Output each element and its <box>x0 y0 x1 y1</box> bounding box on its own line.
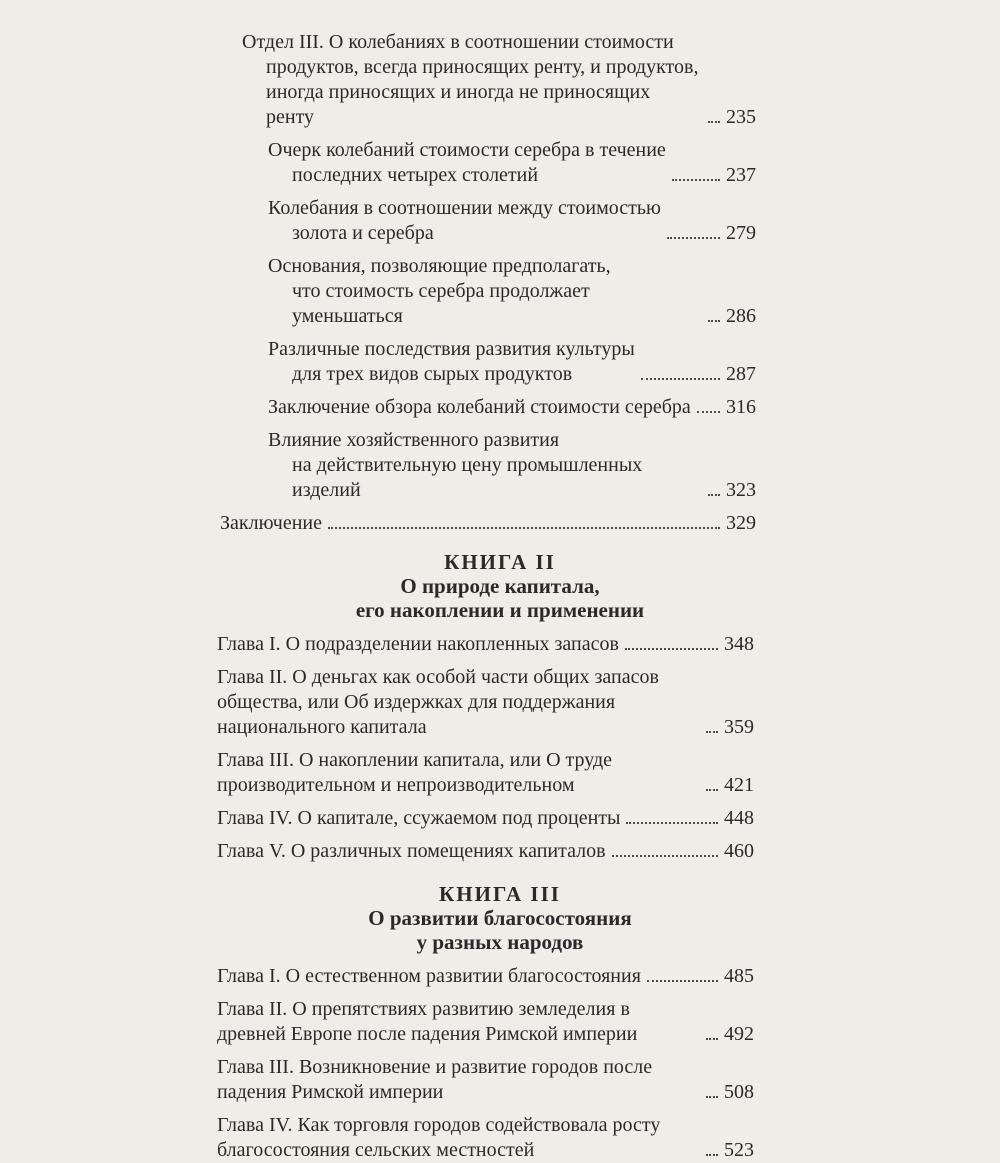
dot-leader <box>612 855 718 857</box>
dot-leader <box>626 822 718 824</box>
entry-line: на действительную цену промышленных изделий <box>292 454 643 501</box>
page-number: 235 <box>726 106 756 128</box>
toc-entry-culture-effects <box>268 337 756 387</box>
page-number: 348 <box>724 633 754 655</box>
entry-line: росту благосостояния сельских местностей <box>217 1114 661 1161</box>
entry-line: Заключение обзора колебаний стоимости серебра <box>268 396 691 418</box>
entry-line: Глава II. О препятствиях развитию земледелия <box>217 998 616 1020</box>
entry-line: последних четырех столетий <box>292 164 539 186</box>
entry-line: производительном и непроизводительном <box>217 774 575 796</box>
entry-line: Глава I. О естественном развитии благосостояния <box>217 965 641 987</box>
entry-line: Глава IV. Как торговля городов содействовала <box>217 1114 608 1136</box>
entry-line: Различные последствия развития культуры <box>268 338 635 360</box>
toc-entry-book3-ch1 <box>217 964 754 989</box>
toc-entry-book2-ch5 <box>217 839 754 864</box>
toc-entry-silver-essay <box>268 138 756 188</box>
dot-leader <box>328 527 720 529</box>
toc-entry-section-3 <box>242 30 756 130</box>
page-number: 329 <box>726 512 756 534</box>
entry-line: Колебания в соотношении между стоимостью <box>268 197 661 219</box>
toc-entry-book3-ch3 <box>217 1055 754 1105</box>
toc-entry-silver-review <box>268 395 756 420</box>
book-2-subtitle-line-1: О природе капитала, <box>400 574 600 598</box>
entry-line: Основания, позволяющие предполагать, <box>268 255 611 277</box>
page-number: 508 <box>724 1081 754 1103</box>
dot-leader <box>708 494 720 496</box>
entry-line: Отдел III. О колебаниях в соотношении стоимости <box>242 31 674 53</box>
page-number: 492 <box>724 1023 754 1045</box>
entry-line: Очерк колебаний стоимости серебра в течение <box>268 139 666 161</box>
book-3-title: КНИГА III <box>439 882 561 906</box>
entry-line: золота и серебра <box>292 222 434 244</box>
dot-leader <box>706 1154 718 1156</box>
page-number: 359 <box>724 716 754 738</box>
dot-leader <box>697 411 720 413</box>
dot-leader <box>647 980 718 982</box>
entry-line: общества, или Об издержках для поддержания <box>217 691 616 713</box>
dot-leader <box>667 237 720 239</box>
entry-line: Глава II. О деньгах как особой части общих запасов <box>217 666 659 688</box>
entry-line: Глава I. О подразделении накопленных запасов <box>217 633 619 655</box>
dot-leader <box>625 648 718 650</box>
entry-line: национального капитала <box>217 716 427 738</box>
dot-leader <box>708 320 720 322</box>
entry-line: Глава III. О накоплении капитала, или О труде <box>217 749 613 771</box>
toc-entry-silver-decline <box>268 254 756 329</box>
page-number: 286 <box>726 305 756 327</box>
toc-entry-book2-ch1 <box>217 632 754 657</box>
book-3-subtitle-line-1: О развитии благосостояния <box>368 906 632 930</box>
entry-line: что стоимость серебра продолжает уменьшаться <box>292 280 590 327</box>
page-number: 287 <box>726 363 756 385</box>
page-number: 323 <box>726 479 756 501</box>
page-number: 523 <box>724 1139 754 1161</box>
toc-entry-industrial-prices <box>268 428 756 503</box>
book-3-subtitle-line-2: у разных народов <box>416 930 584 954</box>
toc-entry-book2-ch4 <box>217 806 754 831</box>
dot-leader <box>672 179 720 181</box>
page-number: 485 <box>724 965 754 987</box>
dot-leader <box>641 378 720 380</box>
entry-line: Глава IV. О капитале, ссужаемом под проценты <box>217 807 621 829</box>
entry-line: Заключение <box>220 512 322 534</box>
entry-line: в древней Европе после падения Римской империи <box>217 998 638 1045</box>
page-number: 448 <box>724 807 754 829</box>
toc-entry-book3-ch2 <box>217 997 754 1047</box>
dot-leader <box>706 1096 718 1098</box>
toc-entry-conclusion <box>220 511 756 536</box>
page-number: 237 <box>726 164 756 186</box>
page-number: 316 <box>726 396 756 418</box>
book-2-subtitle-line-2: его накоплении и применении <box>355 598 645 622</box>
toc-entry-book2-ch3 <box>217 748 754 798</box>
entry-line: Глава III. Возникновение и развитие городов <box>217 1056 599 1078</box>
dot-leader <box>706 731 718 733</box>
toc-entry-gold-silver <box>268 196 756 246</box>
dot-leader <box>706 1038 718 1040</box>
entry-line: после падения Римской империи <box>217 1056 653 1103</box>
dot-leader <box>706 789 718 791</box>
entry-line: Глава V. О различных помещениях капиталов <box>217 840 606 862</box>
entry-line: продуктов, всегда приносящих ренту, и продуктов, <box>266 56 699 78</box>
entry-line: иногда приносящих и иногда не приносящих ренту <box>266 81 651 128</box>
book-2-title: КНИГА II <box>444 550 556 574</box>
dot-leader <box>708 121 720 123</box>
toc-entry-book2-ch2 <box>217 665 754 740</box>
toc-entry-book3-ch4 <box>217 1113 754 1163</box>
page-number: 421 <box>724 774 754 796</box>
page-number: 460 <box>724 840 754 862</box>
entry-line: для трех видов сырых продуктов <box>292 363 573 385</box>
page-number: 279 <box>726 222 756 244</box>
entry-line: Влияние хозяйственного развития <box>268 429 560 451</box>
